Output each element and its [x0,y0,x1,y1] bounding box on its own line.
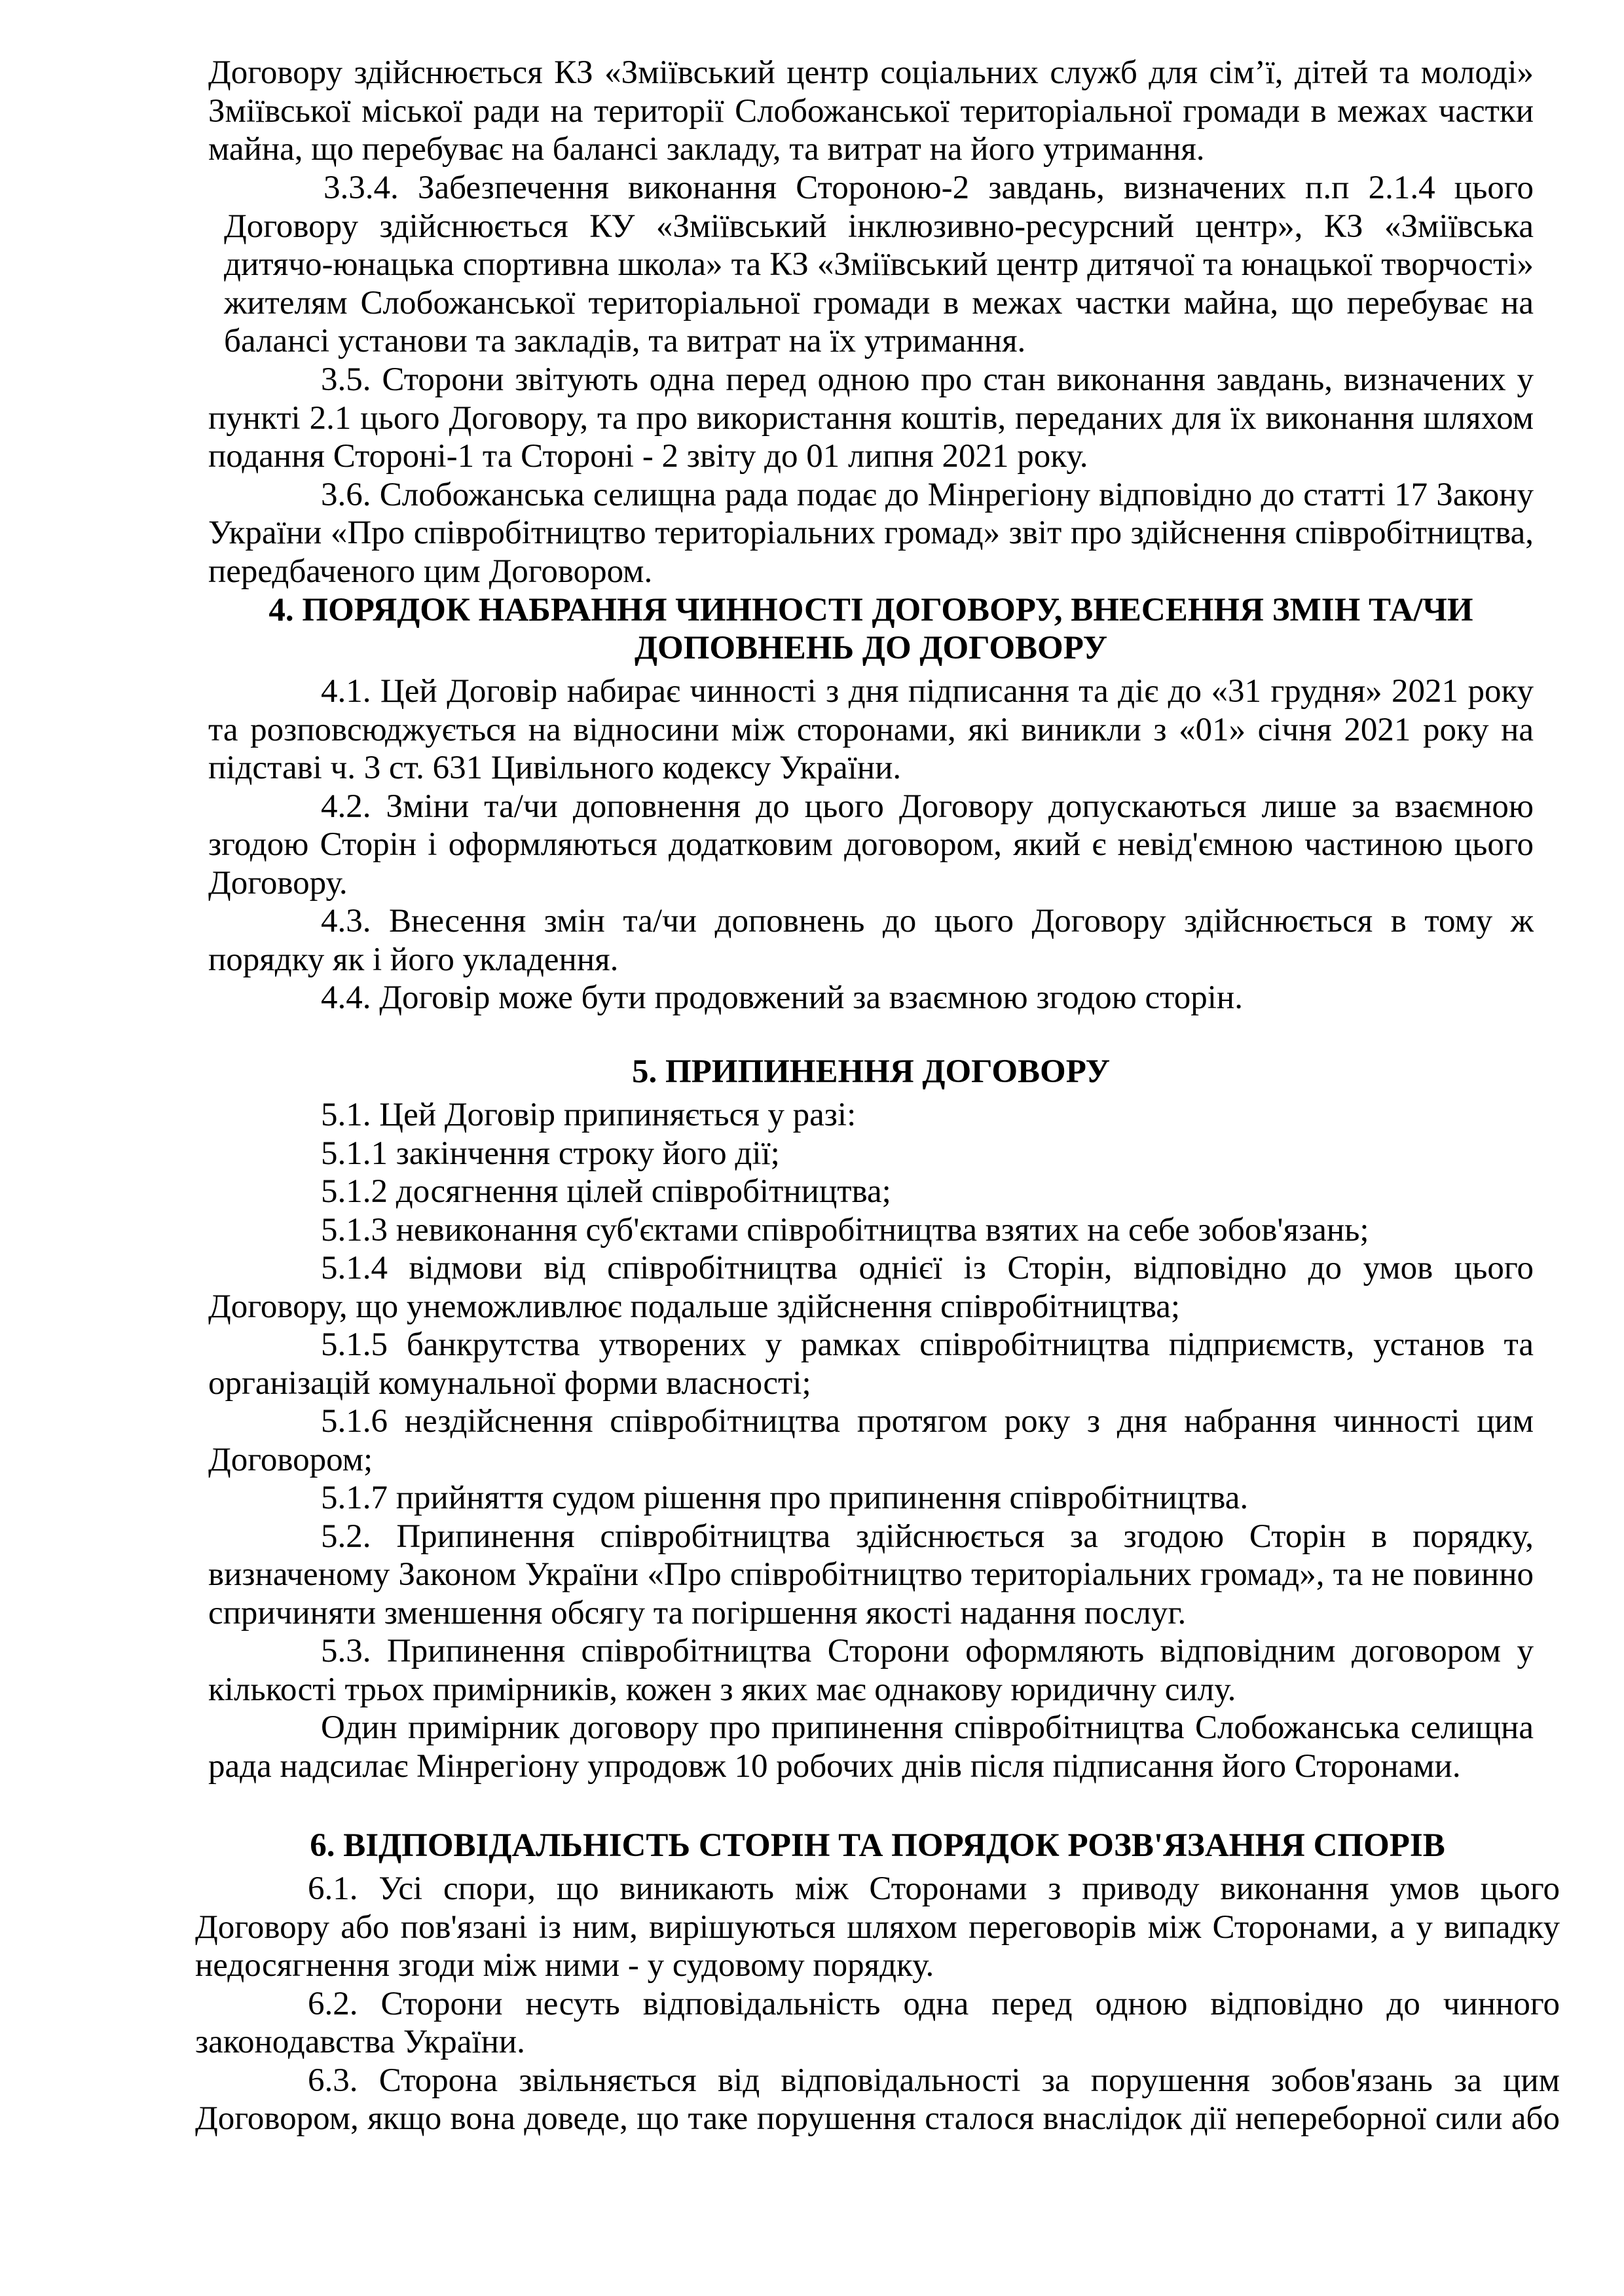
paragraph-5-2: 5.2. Припинення співробітництва здійснюється за згодою Сторін в порядку, визначеному Законом України «Про співробітництво територіальних громад», та не повинно спричиняти зменшення обсягу та погіршення якості надання послуг. [208,1518,1534,1631]
paragraph-6-1: 6.1. Усі спори, що виникають між Сторонами з приводу виконання умов цього Договору або пов'язані із ним, вирішуються шляхом переговорів між Сторонами, а у випадку недосягнення згоди між ними - у судовому порядку. [195,1870,1560,1984]
paragraph-4-1: 4.1. Цей Договір набирає чинності з дня підписання та діє до «31 грудня» 2021 року та розповсюджується на відносини між сторонами, які виникли з «01» січня 2021 року на підставі ч. 3 ст. 631 Цивільного кодексу України. [208,673,1534,786]
paragraph-5-1-1: 5.1.1 закінчення строку його дії; [321,1135,780,1172]
paragraph-3-5: 3.5. Сторони звітують одна перед одною про стан виконання завдань, визначених у пункті 2.1 цього Договору, та про використання коштів, переданих для їх виконання шляхом подання Стороні-1 та Стороні - 2 звіту до 01 липня 2021 року. [208,361,1534,475]
section-5-heading: 5. ПРИПИНЕННЯ ДОГОВОРУ [631,1053,1111,1090]
paragraph-5-3: 5.3. Припинення співробітництва Сторони оформляють відповідним договором у кількості трьох примірників, кожен з яких має однакову юридичну силу. [208,1633,1534,1708]
section-3-continuation [208,54,1534,169]
paragraph-5-1-4: 5.1.4 відмови від співробітництва однієї із Сторін, відповідно до умов цього Договору, що унеможливлює подальше здійснення співробітництва; [208,1250,1534,1325]
paragraph-3-3-4-block [224,169,1534,361]
section-5 [208,1053,1534,1785]
paragraph-3-3-4: 3.3.4. Забезпечення виконання Стороною-2 завдань, визначених п.п 2.1.4 цього Договору здійснюється КУ «Зміївський інклюзивно-ресурсний центр», КЗ «Зміївська дитячо-юнацька спортивна школа» та КЗ «Зміївський центр дитячої та юнацької творчості» жителям Слобожанської територіальної громади в межах частки майна, що перебуває на балансі установи та закладів, та витрат на їх утримання. [224,170,1534,359]
section-4 [208,591,1534,1017]
section-4-heading-line-2: ДОПОВНЕНЬ ДО ДОГОВОРУ [634,630,1108,666]
section-4-heading-line-1: 4. ПОРЯДОК НАБРАННЯ ЧИННОСТІ ДОГОВОРУ, ВНЕСЕННЯ ЗМІН ТА/ЧИ [268,592,1473,629]
paragraph-5-1: 5.1. Цей Договір припиняється у разі: [321,1097,857,1133]
paragraphs-3-5-3-6 [208,361,1534,591]
paragraph-5-1-5: 5.1.5 банкрутства утворених у рамках співробітництва підприємств, установ та організацій комунальної форми власності; [208,1326,1534,1402]
section-6 [195,1827,1560,2138]
section-6-heading: 6. ВІДПОВІДАЛЬНІСТЬ СТОРІН ТА ПОРЯДОК РОЗВ'ЯЗАННЯ СПОРІВ [310,1827,1445,1864]
paragraph-5-1-3: 5.1.3 невиконання суб'єктами співробітництва взятих на себе зобов'язань; [321,1211,1369,1248]
paragraph-4-4: 4.4. Договір може бути продовжений за взаємною згодою сторін. [321,979,1243,1016]
paragraph-6-3: 6.3. Сторона звільняється від відповідальності за порушення зобов'язань за цим Договором, якщо вона доведе, що таке порушення сталося внаслідок дії непереборної сили або [195,2062,1560,2137]
paragraph-4-2: 4.2. Зміни та/чи доповнення до цього Договору допускаються лише за взаємною згодою Сторін і оформляються додатковим договором, який є невід'ємною частиною цього Договору. [208,788,1534,902]
paragraph-5-3-b: Один примірник договору про припинення співробітництва Слобожанська селищна рада надсилає Мінрегіону упродовж 10 робочих днів після підписання його Сторонами. [208,1709,1534,1785]
paragraph-5-1-2: 5.1.2 досягнення цілей співробітництва; [321,1173,891,1210]
paragraph-3-3-3-tail: Договору здійснюється КЗ «Зміївський центр соціальних служб для сім’ї, дітей та молоді» Зміївської міської ради на території Слобожанської територіальної громади в межах частки майна, що перебуває на балансі закладу, та витрат на його утримання. [208,54,1534,168]
paragraph-6-2: 6.2. Сторони несуть відповідальність одна перед одною відповідно до чинного законодавства України. [195,1985,1560,2060]
paragraph-4-3: 4.3. Внесення змін та/чи доповнень до цього Договору здійснюється в тому ж порядку як і його укладення. [208,903,1534,978]
paragraph-5-1-6: 5.1.6 нездійснення співробітництва протягом року з дня набрання чинності цим Договором; [208,1403,1534,1478]
paragraph-5-1-7: 5.1.7 прийняття судом рішення про припинення співробітництва. [321,1480,1249,1516]
paragraph-3-6: 3.6. Слобожанська селищна рада подає до Мінрегіону відповідно до статті 17 Закону України «Про співробітництво територіальних громад» звіт про здійснення співробітництва, передбаченого цим Договором. [208,476,1534,590]
